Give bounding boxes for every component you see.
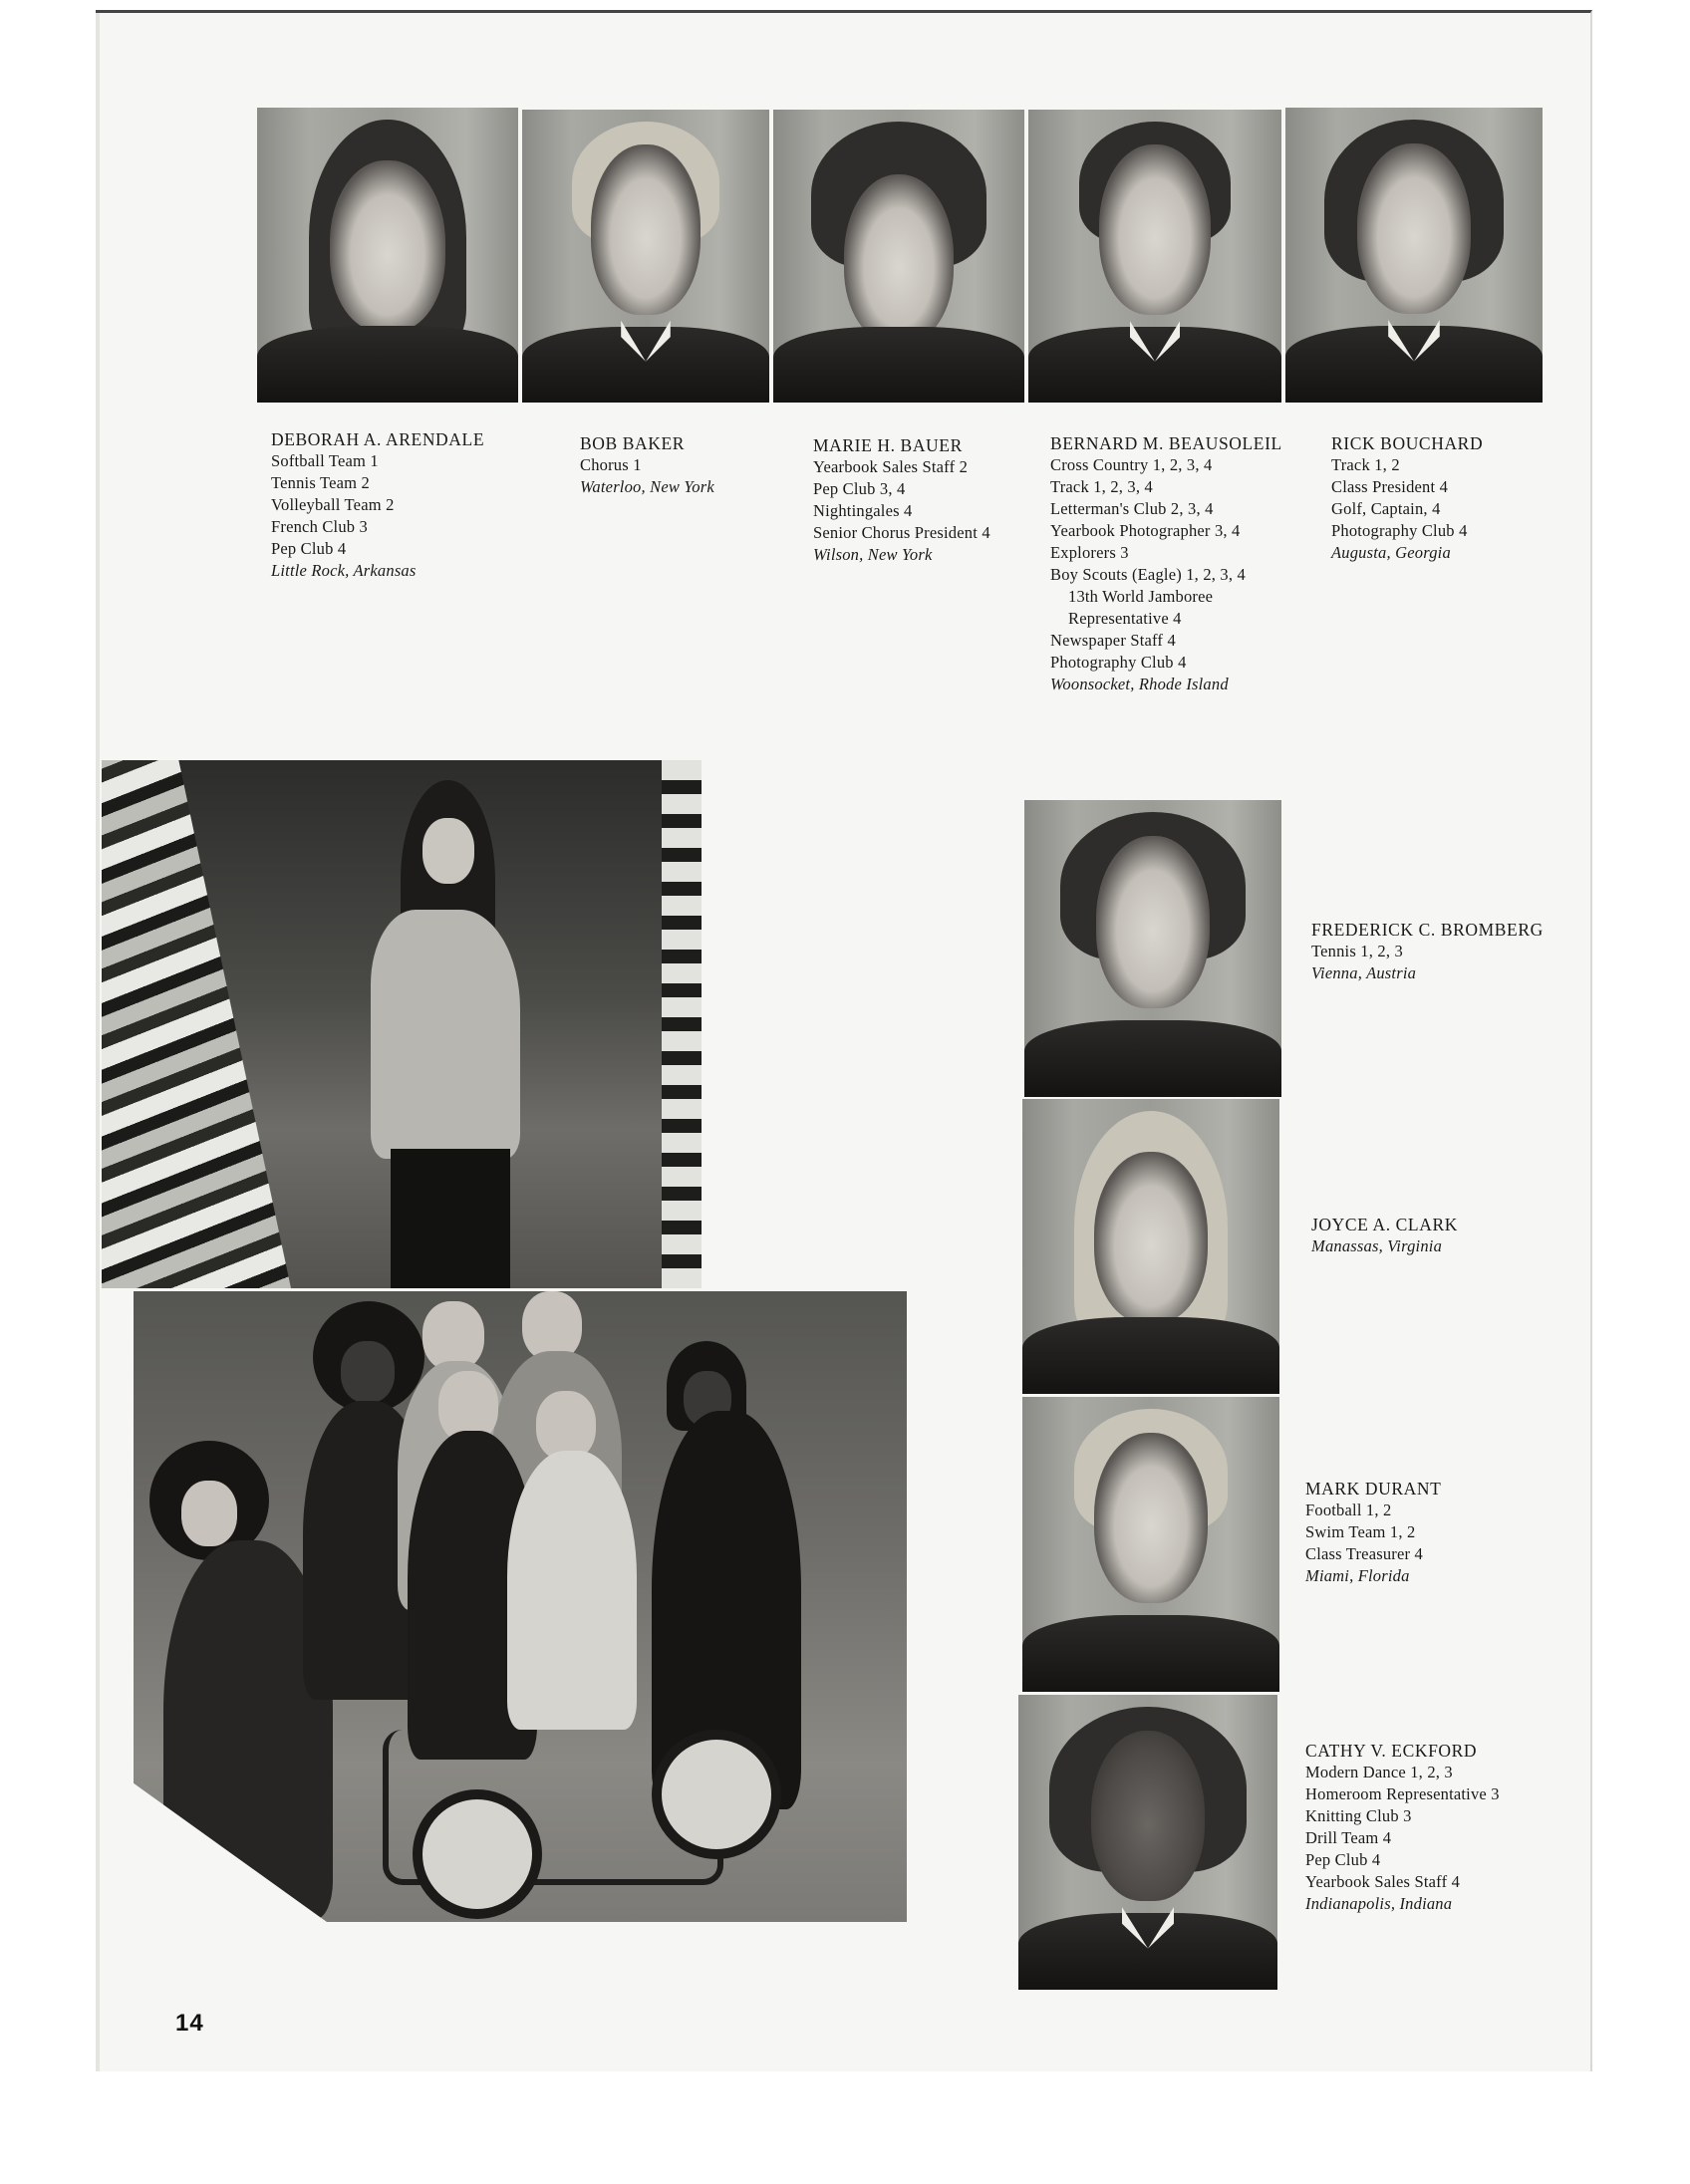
activity-line: Drill Team 4 [1305,1828,1392,1847]
activity-line: Boy Scouts (Eagle) 1, 2, 3, 4 [1050,565,1246,584]
hometown: Woonsocket, Rhode Island [1050,675,1229,693]
activity-line: Yearbook Sales Staff 2 [813,457,969,476]
caption-arendale [271,428,484,582]
hometown: Vienna, Austria [1311,963,1417,982]
student-name: FREDERICK C. BROMBERG [1311,920,1544,940]
activity-line: Photography Club 4 [1050,653,1187,672]
activity-line: Track 1, 2, 3, 4 [1050,477,1153,496]
student-name: JOYCE A. CLARK [1311,1215,1458,1234]
student-name: BOB BAKER [580,433,686,453]
hometown: Waterloo, New York [580,477,714,496]
activity-line: Photography Club 4 [1331,521,1468,540]
activity-line: Tennis Team 2 [271,473,370,492]
activity-line: Volleyball Team 2 [271,495,395,514]
caption-durant [1305,1478,1441,1587]
activity-line: Nightingales 4 [813,501,913,520]
student-name: MARK DURANT [1305,1479,1442,1499]
activity-line: Cross Country 1, 2, 3, 4 [1050,455,1213,474]
portrait-photo-clark [1022,1099,1279,1394]
portrait-photo-baker [522,110,769,403]
student-name: CATHY V. ECKFORD [1305,1741,1478,1761]
student-name: RICK BOUCHARD [1331,433,1484,453]
caption-bromberg [1311,919,1544,984]
activity-line: Swim Team 1, 2 [1305,1522,1416,1541]
activity-line: Class President 4 [1331,477,1449,496]
hometown: Manassas, Virginia [1311,1236,1443,1255]
page-number: 14 [175,2010,204,2037]
activity-line: Class Treasurer 4 [1305,1544,1423,1563]
caption-clark [1311,1214,1458,1257]
activity-line: Knitting Club 3 [1305,1806,1412,1825]
student-name: BERNARD M. BEAUSOLEIL [1050,433,1282,453]
activity-line: Letterman's Club 2, 3, 4 [1050,499,1214,518]
portrait-photo-bromberg [1024,800,1281,1097]
yearbook-page [96,10,1592,2071]
caption-baker [580,432,714,498]
portrait-photo-durant [1022,1397,1279,1692]
activity-line: Football 1, 2 [1305,1501,1392,1519]
student-name: DEBORAH A. ARENDALE [271,429,485,449]
portrait-photo-bouchard [1285,108,1543,403]
portrait-photo-beausoleil [1028,110,1281,403]
portrait-photo-arendale [257,108,518,403]
portrait-photo-eckford [1018,1695,1277,1990]
caption-beausoleil [1050,432,1282,695]
activity-line: Newspaper Staff 4 [1050,631,1176,650]
activity-line: Senior Chorus President 4 [813,523,990,542]
hometown: Miami, Florida [1305,1566,1410,1585]
activity-line: Chorus 1 [580,455,642,474]
activity-line: Yearbook Photographer 3, 4 [1050,521,1241,540]
activity-line: 13th World Jamboree [1068,587,1214,606]
student-name: MARIE H. BAUER [813,435,963,455]
hometown: Little Rock, Arkansas [271,561,417,580]
candid-photo-group-motorbike [134,1291,907,1922]
activity-line: Homeroom Representative 3 [1305,1784,1500,1803]
hometown: Indianapolis, Indiana [1305,1894,1453,1913]
activity-line: Golf, Captain, 4 [1331,499,1441,518]
candid-photo-birch-tree [102,760,702,1288]
activity-line: Softball Team 1 [271,451,379,470]
caption-eckford [1305,1740,1500,1915]
caption-bouchard [1331,432,1483,564]
activity-line: Pep Club 4 [1305,1850,1381,1869]
activity-line: Tennis 1, 2, 3 [1311,942,1403,960]
activity-line: Pep Club 3, 4 [813,479,906,498]
activity-line: Pep Club 4 [271,539,347,558]
portrait-photo-bauer [773,110,1024,403]
activity-line: Modern Dance 1, 2, 3 [1305,1763,1453,1781]
activity-line: French Club 3 [271,517,369,536]
caption-bauer [813,434,990,566]
hometown: Wilson, New York [813,545,933,564]
activity-line: Explorers 3 [1050,543,1129,562]
hometown: Augusta, Georgia [1331,543,1451,562]
activity-line: Representative 4 [1068,609,1182,628]
activity-line: Yearbook Sales Staff 4 [1305,1872,1461,1891]
activity-line: Track 1, 2 [1331,455,1400,474]
